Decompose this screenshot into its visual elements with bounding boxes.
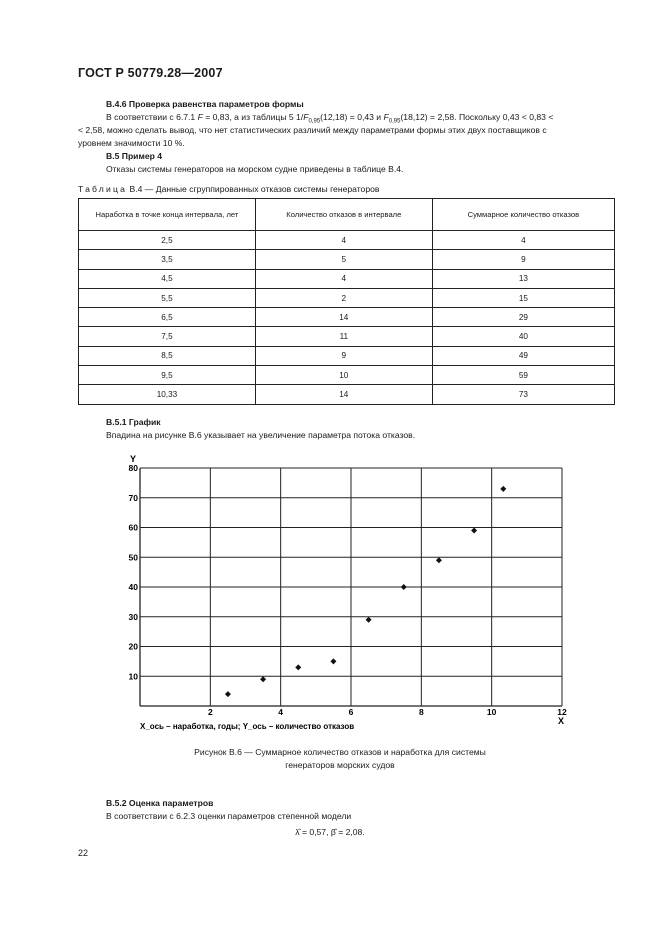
y-tick-label: 60: [128, 522, 138, 533]
section-b46-line2: < 2,58, можно сделать вывод, что нет статистических различий между параметрами формы этих двух поставщиков с: [78, 125, 547, 135]
table-cell: 29: [432, 308, 614, 327]
table-cell: 6,5: [79, 308, 256, 327]
table-header-cell: Наработка в точке конца интервала, лет: [79, 199, 256, 231]
x-tick-label: 4: [278, 707, 284, 717]
table-cell: 40: [432, 327, 614, 346]
table-cell: 15: [432, 288, 614, 307]
chart-points: [225, 486, 506, 697]
table-cell: 59: [432, 366, 614, 385]
table-cell: 4,5: [79, 269, 256, 288]
x-tick-label: 6: [348, 707, 354, 717]
data-point: [295, 664, 301, 670]
table-cell: 14: [255, 308, 432, 327]
table-row: [79, 385, 615, 404]
failures-table: [78, 198, 615, 405]
x-tick-label: 10: [486, 707, 497, 717]
y-tick-label: 10: [128, 671, 138, 682]
table-cell: 10: [255, 366, 432, 385]
table-row: [79, 308, 615, 327]
x-tick-label: 2: [207, 707, 213, 717]
table-header-cell: Суммарное количество отказов: [432, 199, 614, 231]
document-code: ГОСТ Р 50779.28—2007: [78, 66, 223, 80]
y-tick-label: 70: [128, 492, 138, 503]
y-tick-label: 80: [128, 463, 138, 473]
table-cell: 2: [255, 288, 432, 307]
section-b46-line1: В соответствии с 6.7.1 F = 0,83, а из таблицы 5 $1/F_{0,95}(12,18) = 0,43$ и $F_{0,95}(18,12) = 2,58$. Поскольку 0,43 < 0,83 <: [106, 112, 554, 125]
y-tick-label: 40: [128, 582, 138, 592]
table-cell: 14: [255, 385, 432, 404]
figure-caption-line2: генераторов морских судов: [285, 760, 395, 770]
x-tick-label: 8: [418, 707, 424, 717]
table-cell: 5,5: [79, 288, 256, 307]
chart-grid: [140, 468, 562, 706]
table-cell: 73: [432, 385, 614, 404]
table-header-row: [79, 199, 615, 231]
data-point: [436, 557, 442, 563]
data-point: [471, 527, 477, 533]
table-cell: 4: [255, 269, 432, 288]
table-cell: 10,33: [79, 385, 256, 404]
table-cell: 11: [255, 327, 432, 346]
section-b52-title: В.5.2 Оценка параметров: [106, 798, 214, 808]
data-point: [260, 676, 266, 682]
x-tick-label: 12: [557, 707, 567, 717]
table-row: [79, 231, 615, 250]
data-point: [225, 691, 231, 697]
section-b46-line3: уровнем значимости 10 %.: [78, 138, 185, 148]
table-cell: 9,5: [79, 366, 256, 385]
table-header-cell: Количество отказов в интервале: [255, 199, 432, 231]
table-cell: 9: [432, 250, 614, 269]
data-point: [366, 617, 372, 623]
y-axis-letter: Y: [130, 454, 137, 464]
section-b52-text: В соответствии с 6.2.3 оценки параметров степенной модели: [106, 811, 352, 821]
section-b5-title: В.5 Пример 4: [106, 151, 163, 161]
axis-legend: X_ось – наработка, годы; Y_ось – количество отказов: [140, 722, 355, 731]
section-b46-title: В.4.6 Проверка равенства параметров формы: [106, 99, 304, 109]
section-b51-title: В.5.1 График: [106, 417, 161, 427]
table-row: [79, 288, 615, 307]
y-tick-label: 20: [128, 641, 138, 652]
table-cell: 5: [255, 250, 432, 269]
data-point: [500, 486, 506, 492]
figure-caption-line1: Рисунок В.6 — Суммарное количество отказов и наработка для системы: [194, 747, 486, 757]
chart-tick-labels: [129, 463, 567, 717]
x-axis-letter: X: [558, 716, 565, 726]
table-row: [79, 346, 615, 365]
table-cell: 2,5: [79, 231, 256, 250]
failures-scatter-chart: [120, 450, 580, 740]
table-cell: 7,5: [79, 327, 256, 346]
data-point: [330, 658, 336, 664]
table-cell: 4: [432, 231, 614, 250]
data-point: [401, 584, 407, 590]
table-cell: 4: [255, 231, 432, 250]
section-b51-text: Впадина на рисунке В.6 указывает на увеличение параметра потока отказов.: [106, 430, 416, 440]
table-row: [79, 327, 615, 346]
table-cell: 9: [255, 346, 432, 365]
table-caption: Таблица В.4 — Данные сгруппированных отказов системы генераторов: [78, 184, 380, 194]
parameter-estimates: λ̂ = 0,57, β̂ = 2,08.: [295, 827, 365, 837]
table-row: [79, 366, 615, 385]
table-cell: 8,5: [79, 346, 256, 365]
table-cell: 49: [432, 346, 614, 365]
page-number: 22: [78, 848, 89, 858]
y-tick-label: 30: [128, 611, 138, 622]
y-tick-label: 50: [128, 552, 138, 563]
table-row: [79, 250, 615, 269]
table-cell: 3,5: [79, 250, 256, 269]
section-b5-text: Отказы системы генераторов на морском судне приведены в таблице В.4.: [106, 164, 404, 174]
table-row: [79, 269, 615, 288]
table-cell: 13: [432, 269, 614, 288]
